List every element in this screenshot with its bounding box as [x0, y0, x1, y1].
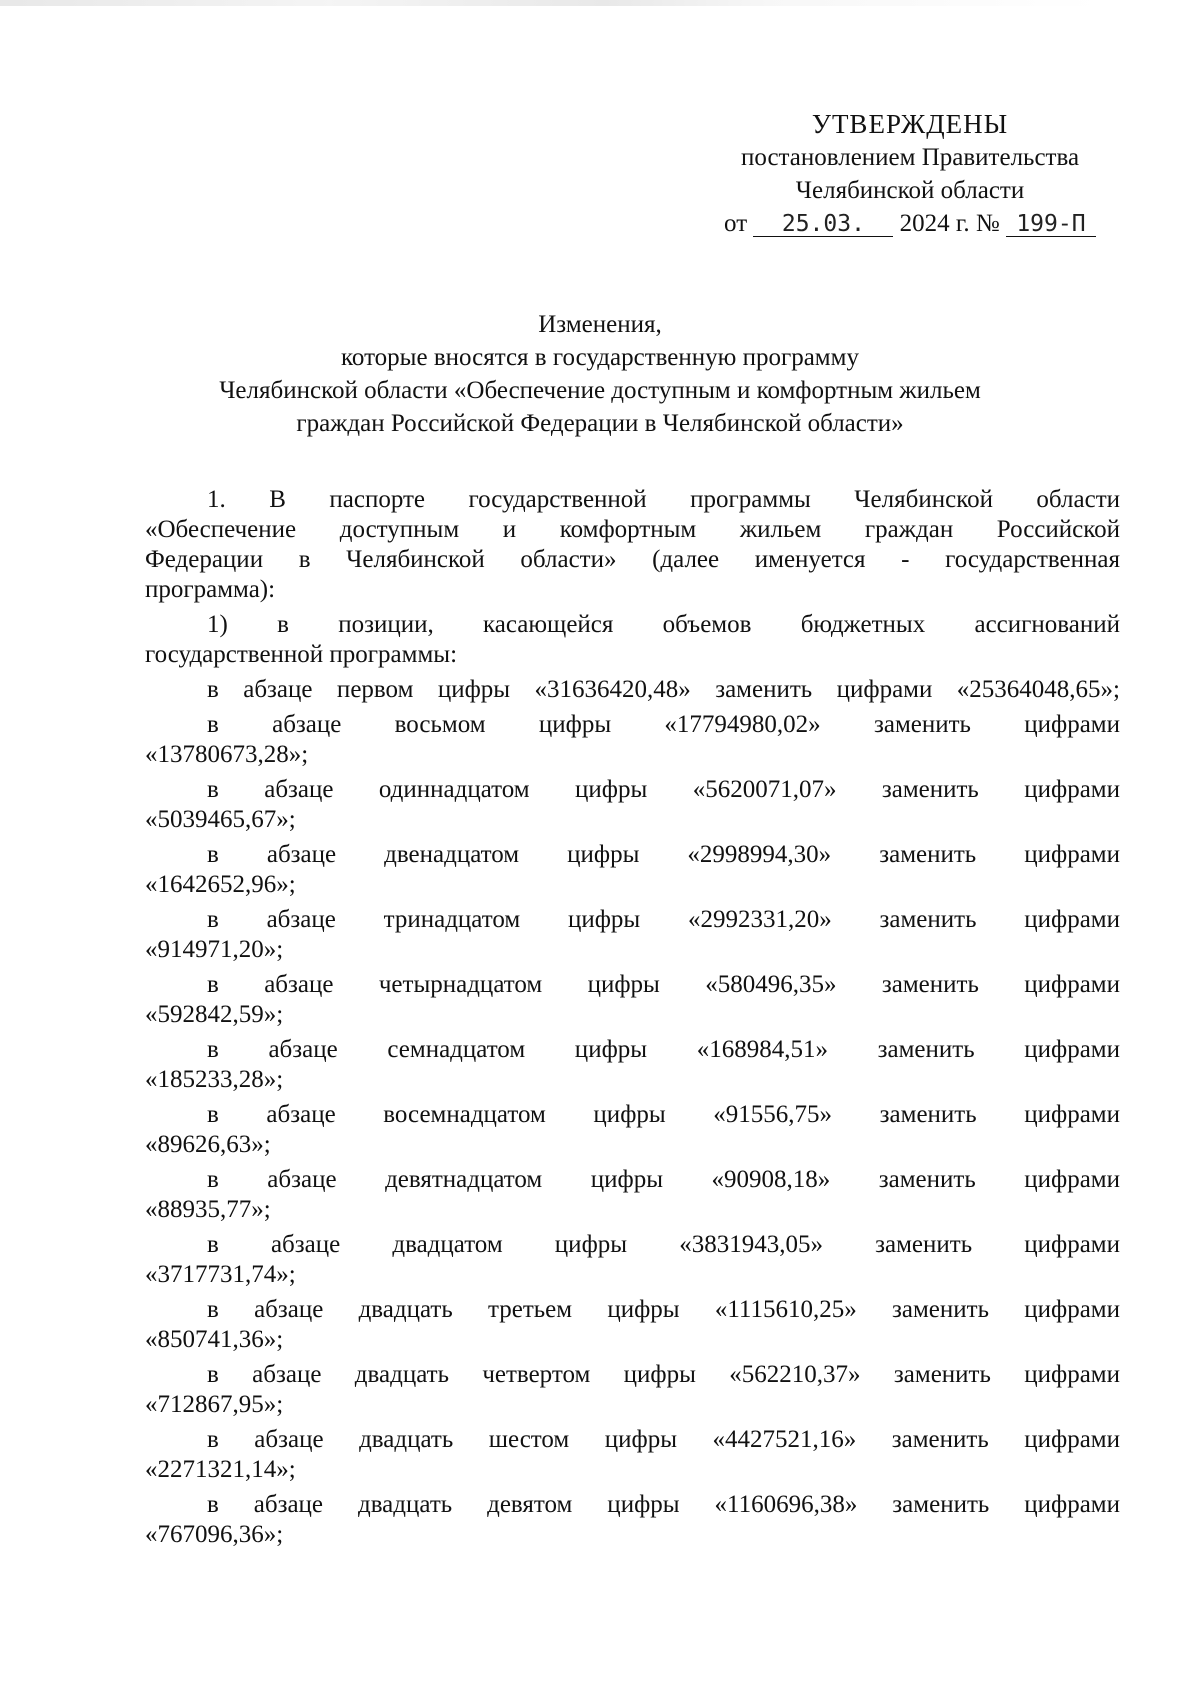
change-item-line-1: в абзаце восьмом цифры «17794980,02» заменить цифрами	[207, 711, 1120, 738]
change-item	[145, 970, 1120, 1030]
change-item-line-2: «1642652,96»;	[145, 871, 296, 898]
paragraph-1	[145, 485, 1120, 605]
change-item-line-2: «13780673,28»;	[145, 741, 309, 768]
change-item-line-2: «712867,95»;	[145, 1391, 284, 1418]
change-item-line-1: в абзаце одиннадцатом цифры «5620071,07» заменить цифрами	[207, 776, 1120, 803]
change-item-line-2: «3717731,74»;	[145, 1261, 296, 1288]
change-item-line-1: в абзаце четырнадцатом цифры «580496,35» заменить цифрами	[207, 971, 1120, 998]
change-item	[145, 1230, 1120, 1290]
heading-line-3: Челябинской области «Обеспечение доступным и комфортным жильем	[219, 377, 981, 404]
change-item-line-1: в абзаце семнадцатом цифры «168984,51» заменить цифрами	[207, 1036, 1120, 1063]
change-item-line-1: в абзаце тринадцатом цифры «2992331,20» заменить цифрами	[207, 906, 1120, 933]
change-item	[145, 1295, 1120, 1355]
change-item-line-1: в абзаце двадцать четвертом цифры «562210,37» заменить цифрами	[207, 1361, 1120, 1388]
paragraph-3	[145, 675, 1120, 705]
approval-title: УТВЕРЖДЕНЫ	[811, 109, 1009, 139]
change-item	[145, 1100, 1120, 1160]
change-item-line-2: «88935,77»;	[145, 1196, 271, 1223]
change-item-line-1: в абзаце двадцатом цифры «3831943,05» заменить цифрами	[207, 1231, 1120, 1258]
paragraph-2-line-2: государственной программы:	[145, 641, 458, 668]
change-item	[145, 710, 1120, 770]
change-item-line-2: «5039465,67»;	[145, 806, 296, 833]
change-item-line-1: в абзаце девятнадцатом цифры «90908,18» заменить цифрами	[207, 1166, 1120, 1193]
document-body	[145, 485, 1120, 1555]
change-item-line-1: в абзаце двадцать третьем цифры «1115610,25» заменить цифрами	[207, 1296, 1120, 1323]
change-item-line-1: в абзаце двадцать девятом цифры «1160696,38» заменить цифрами	[207, 1491, 1120, 1518]
change-item-line-2: «914971,20»;	[145, 936, 284, 963]
change-item-line-1: в абзаце двадцать шестом цифры «4427521,16» заменить цифрами	[207, 1426, 1120, 1453]
change-item	[145, 1165, 1120, 1225]
approval-line-2: Челябинской области	[795, 177, 1025, 204]
paragraph-1-line-3: Федерации в Челябинской области» (далее именуется - государственная	[145, 546, 1120, 573]
change-item	[145, 905, 1120, 965]
change-item-line-2: «767096,36»;	[145, 1521, 284, 1548]
approval-line-1: постановлением Правительства	[740, 144, 1080, 171]
heading-line-2: которые вносятся в государственную программу	[341, 344, 859, 371]
heading-line-4: граждан Российской Федерации в Челябинской области»	[296, 410, 904, 437]
approval-year-label: 2024 г. №	[899, 210, 1000, 237]
scan-edge-artifact	[0, 0, 1100, 6]
paragraph-1-line-2: «Обеспечение доступным и комфортным жильем граждан Российской	[145, 516, 1120, 543]
change-item	[145, 775, 1120, 835]
approval-date-line	[724, 207, 1096, 240]
change-item-line-2: «850741,36»;	[145, 1326, 284, 1353]
from-label: от	[724, 210, 748, 237]
approval-stamp	[700, 108, 1120, 240]
change-item	[145, 1035, 1120, 1095]
change-item	[145, 1490, 1120, 1550]
approval-number: 199-П	[1006, 212, 1096, 237]
change-item-line-2: «2271321,14»;	[145, 1456, 296, 1483]
paragraph-1-line-4: программа):	[145, 576, 276, 603]
paragraph-2-line-1: 1) в позиции, касающейся объемов бюджетных ассигнований	[207, 611, 1120, 638]
paragraph-2	[145, 610, 1120, 670]
change-item-line-1: в абзаце двенадцатом цифры «2998994,30» заменить цифрами	[207, 841, 1120, 868]
change-item	[145, 1360, 1120, 1420]
change-item-line-2: «89626,63»;	[145, 1131, 271, 1158]
paragraph-3-line-1: в абзаце первом цифры «31636420,48» заменить цифрами «25364048,65»;	[207, 676, 1120, 703]
approval-date: 25.03.	[753, 212, 893, 237]
change-item	[145, 1425, 1120, 1485]
change-item	[145, 840, 1120, 900]
change-item-line-1: в абзаце восемнадцатом цифры «91556,75» заменить цифрами	[207, 1101, 1120, 1128]
change-item-line-2: «185233,28»;	[145, 1066, 284, 1093]
heading-line-1: Изменения,	[538, 311, 662, 338]
change-item-line-2: «592842,59»;	[145, 1001, 284, 1028]
document-heading	[120, 308, 1080, 440]
paragraph-1-line-1: 1. В паспорте государственной программы Челябинской области	[207, 486, 1120, 513]
